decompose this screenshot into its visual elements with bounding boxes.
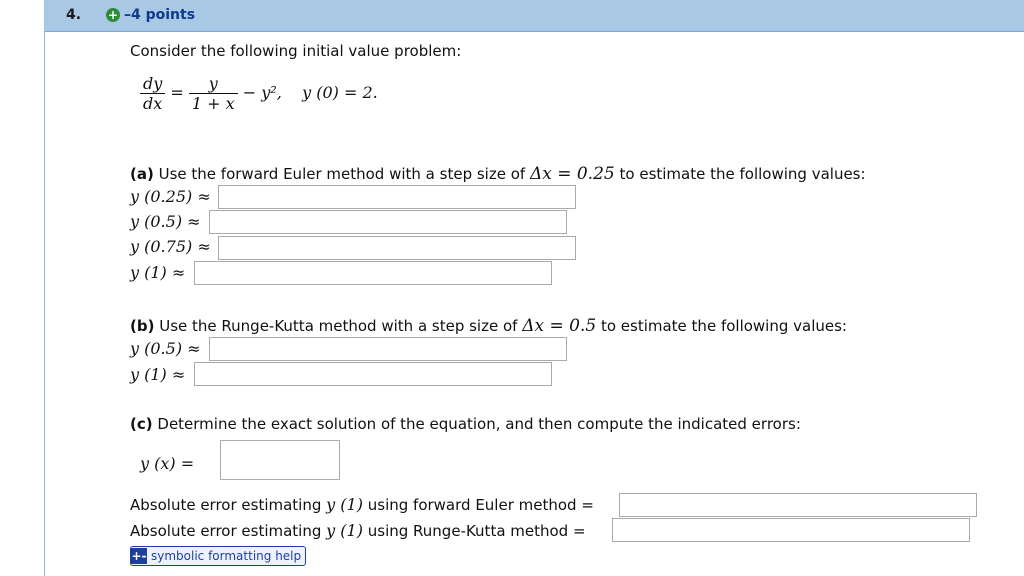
dx-denominator: dx [143, 94, 163, 113]
question-number: 4. [66, 7, 82, 23]
part-a-text-after: to estimate the following values: [619, 165, 866, 183]
points-label: –4 points [124, 7, 196, 23]
a-row-label: y (0.25) ≈ [130, 187, 211, 206]
error1-math: y (1) [326, 495, 363, 514]
b-row-label: y (0.5) ≈ [130, 339, 201, 358]
error2-label [130, 521, 586, 540]
rhs-numerator: y [189, 74, 238, 94]
solution-label: y (x) = [140, 454, 195, 473]
symbolic-formatting-help-button[interactable] [130, 546, 306, 566]
help-label: symbolic formatting help [151, 549, 302, 563]
dy-numerator: dy [140, 74, 165, 94]
a-row-label: y (1) ≈ [130, 263, 186, 282]
a-answer-input[interactable] [218, 236, 576, 260]
b-row-label: y (1) ≈ [130, 365, 186, 384]
part-a-prompt [130, 164, 866, 184]
part-b-text-before: Use the Runge-Kutta method with a step size of [159, 317, 518, 335]
part-c-text: Determine the exact solution of the equation, and then compute the indicated errors: [157, 415, 801, 433]
a-row-label: y (0.75) ≈ [130, 237, 211, 256]
a-answer-input[interactable] [194, 261, 552, 285]
part-b-prompt [130, 316, 847, 336]
solution-input[interactable] [220, 440, 340, 480]
part-a-text-before: Use the forward Euler method with a step size of [158, 165, 526, 183]
initial-condition: y (0) = 2. [302, 83, 378, 102]
a-answer-input[interactable] [218, 185, 576, 209]
error2-text-after: using Runge-Kutta method = [367, 522, 586, 540]
expand-plus-icon[interactable]: + [107, 8, 119, 22]
error2-math: y (1) [326, 521, 363, 540]
a-answer-input[interactable] [209, 210, 567, 234]
part-a-step: Δx = 0.25 [529, 164, 615, 184]
error1-label [130, 495, 594, 514]
part-c-prompt [130, 415, 801, 433]
a-row-label: y (0.5) ≈ [130, 212, 201, 231]
b-answer-input[interactable] [209, 337, 567, 361]
question-header [44, 0, 1024, 32]
ode-rest: − y², [242, 83, 282, 102]
left-border [44, 31, 45, 576]
part-a-label: (a) [130, 165, 154, 183]
ode-equation [140, 74, 378, 113]
error1-text-after: using forward Euler method = [367, 496, 594, 514]
error1-text-before: Absolute error estimating [130, 496, 322, 514]
rhs-denominator: 1 + x [191, 94, 235, 113]
b-answer-input[interactable] [194, 362, 552, 386]
part-c-label: (c) [130, 415, 153, 433]
rhs-fraction [189, 74, 238, 113]
equals-sign: = [170, 83, 184, 102]
part-b-step: Δx = 0.5 [522, 316, 597, 336]
part-b-label: (b) [130, 317, 155, 335]
intro-text: Consider the following initial value problem: [130, 42, 462, 60]
part-b-text-after: to estimate the following values: [600, 317, 847, 335]
error2-text-before: Absolute error estimating [130, 522, 322, 540]
dy-dx-fraction [140, 74, 165, 113]
rk-error-input[interactable] [612, 518, 970, 542]
euler-error-input[interactable] [619, 493, 977, 517]
plus-minus-icon: +- [131, 549, 147, 563]
